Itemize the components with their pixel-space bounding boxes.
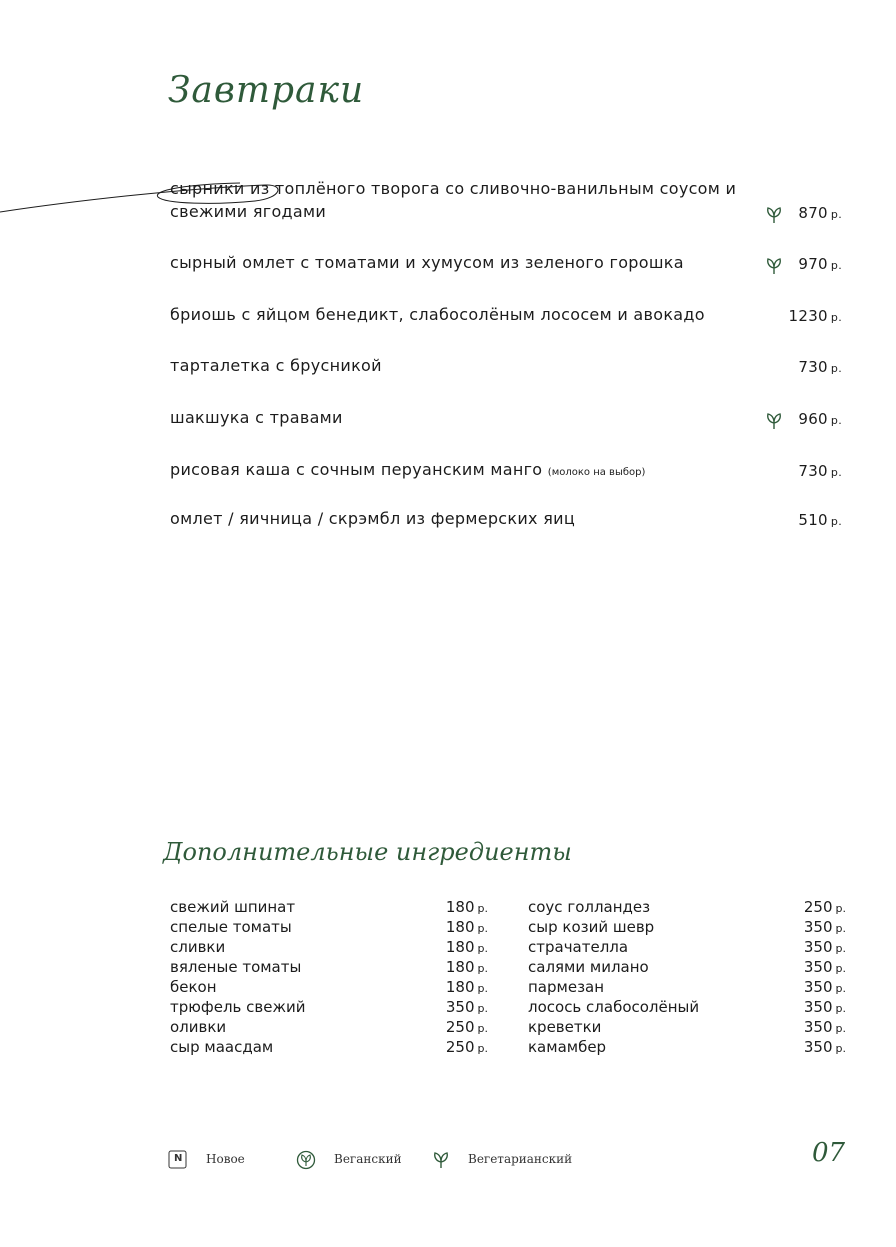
item-price: 1230 р. bbox=[788, 307, 842, 325]
legend-vegan-label: Веганский bbox=[334, 1152, 402, 1166]
item-price: 730 р. bbox=[798, 462, 842, 480]
extras-row: пармезан 350 р. bbox=[528, 978, 846, 996]
item-name: сырный омлет с томатами и хумусом из зеленого горошка bbox=[170, 253, 684, 272]
extras-row: сыр маасдам 250 р. bbox=[170, 1038, 488, 1056]
extras-row: трюфель свежий 350 р. bbox=[170, 998, 488, 1016]
menu-item bbox=[170, 507, 842, 533]
menu-item bbox=[170, 177, 842, 226]
extras-row: страчателла 350 р. bbox=[528, 938, 846, 956]
new-badge-text: N bbox=[174, 1153, 183, 1164]
vegan-icon bbox=[296, 1150, 316, 1170]
item-name: тарталетка с брусникой bbox=[170, 356, 382, 375]
extras-row: спелые томаты 180 р. bbox=[170, 918, 488, 936]
extras-row: креветки 350 р. bbox=[528, 1018, 846, 1036]
menu-item bbox=[170, 354, 842, 380]
extras-title: Дополнительные ингредиенты bbox=[163, 838, 572, 866]
extras-row: сыр козий шевр 350 р. bbox=[528, 918, 846, 936]
menu-item bbox=[170, 406, 842, 432]
page-number: 07 bbox=[812, 1138, 846, 1168]
extras-row: оливки 250 р. bbox=[170, 1018, 488, 1036]
extras-row: камамбер 350 р. bbox=[528, 1038, 846, 1056]
menu-item bbox=[170, 251, 842, 277]
vegetarian-leaf-icon bbox=[764, 411, 784, 431]
item-price: 510 р. bbox=[798, 511, 842, 529]
vegetarian-leaf-icon bbox=[431, 1150, 451, 1170]
extras-list-right bbox=[528, 897, 846, 1057]
extras-row: лосось слабосолёный 350 р. bbox=[528, 998, 846, 1016]
item-price: 730 р. bbox=[798, 358, 842, 376]
item-name: омлет / яичница / скрэмбл из фермерских яиц bbox=[170, 509, 576, 528]
vegetarian-leaf-icon bbox=[764, 256, 784, 276]
page-title: Завтраки bbox=[168, 70, 365, 111]
item-price: 960 р. bbox=[798, 410, 842, 428]
extras-row: салями милано 350 р. bbox=[528, 958, 846, 976]
extras-row: сливки 180 р. bbox=[170, 938, 488, 956]
item-price: 970 р. bbox=[798, 255, 842, 273]
item-note: (молоко на выбор) bbox=[547, 467, 646, 478]
item-name: рисовая каша с сочным перуанским манго bbox=[170, 460, 543, 479]
extras-row: свежий шпинат 180 р. bbox=[170, 898, 488, 916]
item-name: шакшука с травами bbox=[170, 408, 343, 427]
extras-row: бекон 180 р. bbox=[170, 978, 488, 996]
item-name: сырники из топлёного творога со сливочно-ванильным соусом и свежими ягодами bbox=[170, 179, 737, 221]
extras-list-left bbox=[170, 897, 488, 1057]
legend-new-label: Новое bbox=[206, 1152, 245, 1166]
extras-row: соус голландез 250 р. bbox=[528, 898, 846, 916]
item-price: 870 р. bbox=[798, 204, 842, 222]
menu-item bbox=[170, 458, 842, 484]
legend-vegetarian-label: Вегетарианский bbox=[468, 1152, 573, 1166]
item-name: бриошь с яйцом бенедикт, слабосолёным лососем и авокадо bbox=[170, 305, 705, 324]
extras-row: вяленые томаты 180 р. bbox=[170, 958, 488, 976]
menu-item bbox=[170, 303, 842, 329]
vegetarian-leaf-icon bbox=[764, 205, 784, 225]
